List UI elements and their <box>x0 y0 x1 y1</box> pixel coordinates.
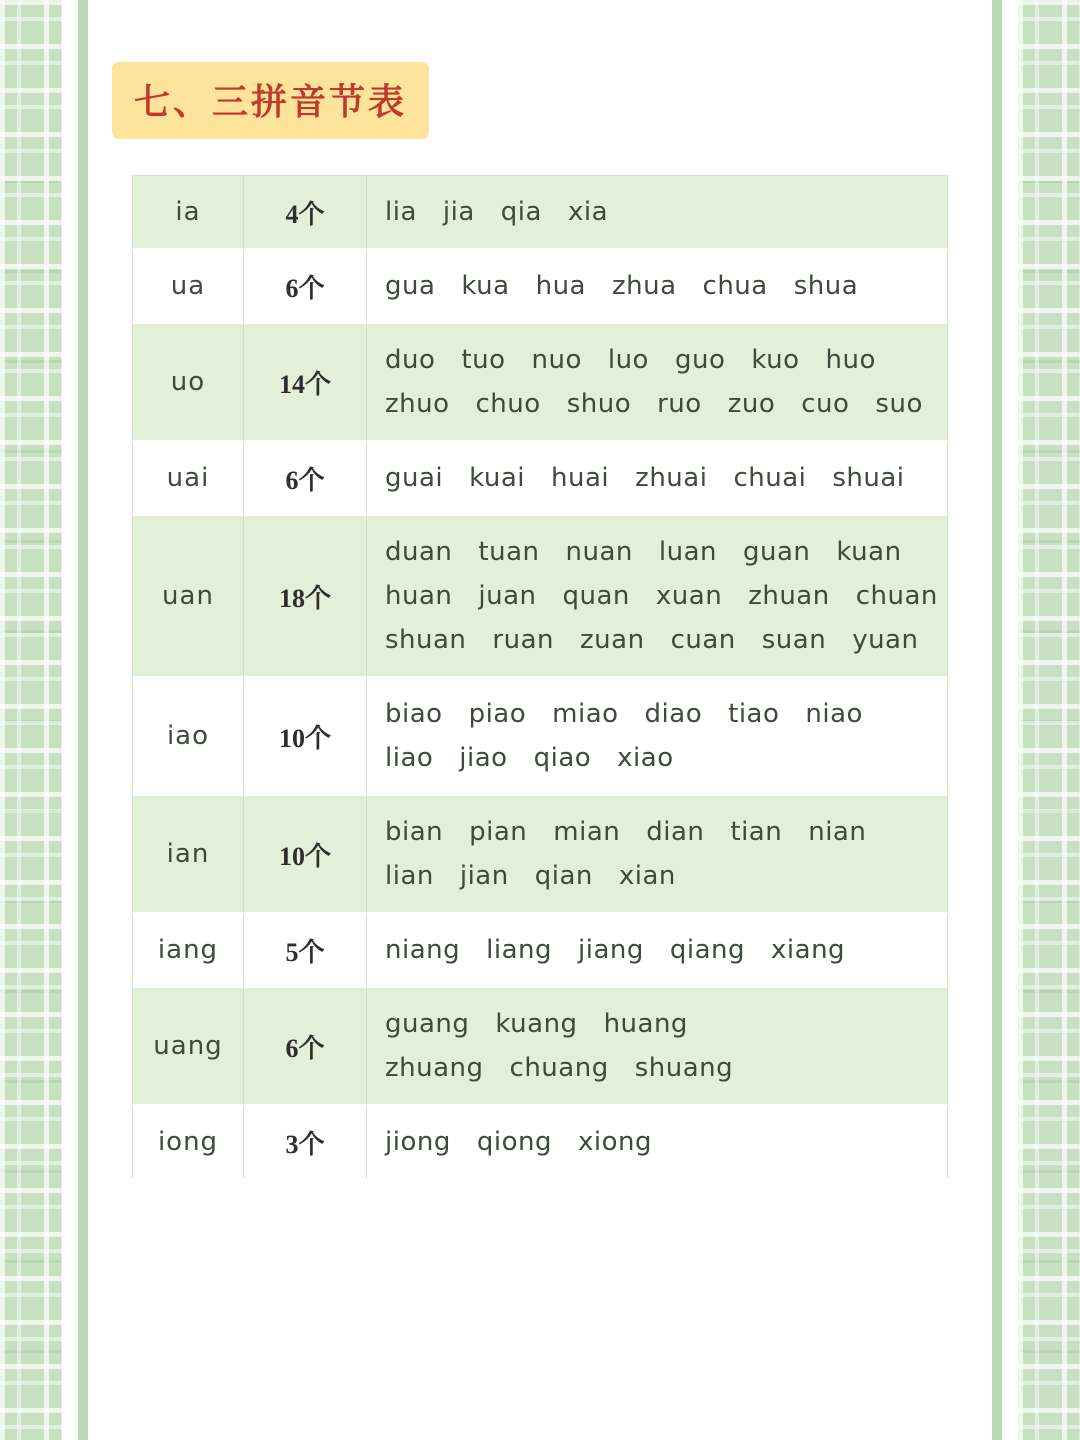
decorative-left-border <box>0 0 62 1440</box>
syllable: quan <box>562 581 630 611</box>
syllable-final-cell: iong <box>133 1105 244 1179</box>
syllable: nuo <box>531 345 582 375</box>
syllable: zhuo <box>385 389 450 419</box>
syllable: jia <box>442 197 475 227</box>
syllable: shuo <box>566 389 632 419</box>
syllable: qiang <box>669 935 746 965</box>
syllable: kuang <box>495 1009 578 1039</box>
syllable-line <box>385 736 947 780</box>
syllable: kuo <box>751 345 800 375</box>
syllable-list-cell <box>367 913 948 987</box>
syllable: luan <box>658 537 717 567</box>
syllable: chuan <box>855 581 938 611</box>
syllable: jiong <box>385 1127 451 1157</box>
syllable-line <box>385 1120 947 1164</box>
syllable-line <box>385 456 947 500</box>
syllable: zhuai <box>635 463 708 493</box>
syllable: zuo <box>727 389 776 419</box>
syllable: xiang <box>771 935 846 965</box>
syllable-final-cell: uo <box>133 323 244 441</box>
syllable: niao <box>805 699 863 729</box>
syllable-list-cell <box>367 1105 948 1179</box>
syllable-line <box>385 338 947 382</box>
syllable-list-cell <box>367 795 948 913</box>
syllable-final-cell: iao <box>133 677 244 795</box>
syllable: tuo <box>461 345 506 375</box>
syllable: zhua <box>611 271 677 301</box>
table-row <box>133 323 948 441</box>
page-title: 七、三拼音节表 <box>112 62 429 139</box>
syllable: bian <box>385 817 444 847</box>
syllable: hua <box>535 271 586 301</box>
syllable: huai <box>551 463 610 493</box>
table-row <box>133 176 948 250</box>
syllable: pian <box>469 817 528 847</box>
syllable-line <box>385 854 947 898</box>
syllable-final-cell: ua <box>133 249 244 323</box>
syllable-final-cell: uang <box>133 987 244 1105</box>
syllable-count-cell: 6个 <box>244 249 367 323</box>
syllable-line <box>385 928 947 972</box>
syllable-count-cell: 10个 <box>244 795 367 913</box>
syllable: suo <box>875 389 923 419</box>
syllable-line <box>385 1002 947 1046</box>
syllable-count-cell: 14个 <box>244 323 367 441</box>
syllable: biao <box>385 699 443 729</box>
syllable-line <box>385 382 947 426</box>
syllable-list-cell <box>367 323 948 441</box>
syllable: diao <box>644 699 703 729</box>
syllable-line <box>385 574 947 618</box>
syllable: tian <box>730 817 783 847</box>
syllable-count-cell: 3个 <box>244 1105 367 1179</box>
syllable: liang <box>486 935 552 965</box>
syllable-list-cell <box>367 249 948 323</box>
syllable-count-cell: 6个 <box>244 987 367 1105</box>
syllable-line <box>385 190 947 234</box>
table-row <box>133 987 948 1105</box>
syllable: guo <box>674 345 726 375</box>
syllable: cuo <box>801 389 850 419</box>
syllable-count-cell: 4个 <box>244 176 367 250</box>
syllable: piao <box>468 699 527 729</box>
page-content <box>96 0 984 1440</box>
syllable: duan <box>385 537 453 567</box>
syllable: mian <box>553 817 621 847</box>
table-row <box>133 1105 948 1179</box>
syllable: chuo <box>475 389 541 419</box>
syllable: liao <box>385 743 434 773</box>
syllable-list-cell <box>367 987 948 1105</box>
syllable: nian <box>808 817 867 847</box>
syllable: zuan <box>580 625 645 655</box>
syllable: shuan <box>385 625 467 655</box>
syllable-count-cell: 18个 <box>244 515 367 677</box>
syllable: zhuan <box>748 581 830 611</box>
syllable: jiao <box>459 743 508 773</box>
syllable-final-cell: ian <box>133 795 244 913</box>
table-row <box>133 913 948 987</box>
syllable: guan <box>743 537 811 567</box>
syllable-count-cell: 10个 <box>244 677 367 795</box>
syllable: xiao <box>617 743 674 773</box>
syllable: jian <box>459 861 509 891</box>
syllable: qiao <box>533 743 592 773</box>
syllable: xuan <box>655 581 723 611</box>
syllable: shua <box>793 271 859 301</box>
syllable-list-cell <box>367 515 948 677</box>
syllable: tuan <box>478 537 540 567</box>
syllable: niang <box>385 935 461 965</box>
syllable: kua <box>461 271 510 301</box>
syllable: suan <box>761 625 827 655</box>
syllable-line <box>385 810 947 854</box>
syllable: tiao <box>728 699 780 729</box>
syllable: huan <box>385 581 453 611</box>
syllable: xian <box>618 861 676 891</box>
syllable: qia <box>500 197 542 227</box>
syllable: yuan <box>852 625 919 655</box>
decorative-right-inner-strip <box>1002 0 1018 1440</box>
syllable: qian <box>534 861 593 891</box>
decorative-right-accent-bar <box>992 0 1002 1440</box>
syllable-final-cell: ia <box>133 176 244 250</box>
syllable-list-cell <box>367 441 948 515</box>
syllable-line <box>385 530 947 574</box>
syllable-line <box>385 264 947 308</box>
syllable-final-cell: uan <box>133 515 244 677</box>
syllable: duo <box>385 345 436 375</box>
syllable: jiang <box>578 935 644 965</box>
syllable: kuai <box>469 463 526 493</box>
syllable: chuai <box>733 463 807 493</box>
table-row <box>133 441 948 515</box>
syllable-list-cell <box>367 677 948 795</box>
syllable: huang <box>603 1009 688 1039</box>
decorative-right-border <box>1018 0 1080 1440</box>
table-row <box>133 795 948 913</box>
syllable: nuan <box>565 537 633 567</box>
syllable: ruo <box>657 389 702 419</box>
syllable-line <box>385 692 947 736</box>
syllable: miao <box>552 699 619 729</box>
syllable-count-cell: 5个 <box>244 913 367 987</box>
syllable: huo <box>825 345 876 375</box>
syllable: kuan <box>836 537 902 567</box>
syllable: lia <box>385 197 417 227</box>
syllable: qiong <box>476 1127 552 1157</box>
three-part-syllable-table <box>132 175 948 1180</box>
syllable: dian <box>646 817 705 847</box>
syllable: xiong <box>577 1127 652 1157</box>
syllable-line <box>385 618 947 662</box>
syllable-final-cell: uai <box>133 441 244 515</box>
syllable-line <box>385 1046 947 1090</box>
syllable: ruan <box>492 625 555 655</box>
decorative-left-accent-bar <box>78 0 88 1440</box>
table-row <box>133 515 948 677</box>
syllable-list-cell <box>367 176 948 250</box>
syllable: guai <box>385 463 444 493</box>
syllable: zhuang <box>385 1053 484 1083</box>
syllable: luo <box>607 345 649 375</box>
syllable: lian <box>385 861 434 891</box>
decorative-left-inner-strip <box>62 0 78 1440</box>
table-row <box>133 677 948 795</box>
syllable: juan <box>478 581 537 611</box>
syllable: xia <box>567 197 608 227</box>
syllable: shuang <box>634 1053 734 1083</box>
syllable-final-cell: iang <box>133 913 244 987</box>
syllable-count-cell: 6个 <box>244 441 367 515</box>
syllable: chua <box>702 271 768 301</box>
syllable: chuang <box>509 1053 609 1083</box>
syllable: cuan <box>670 625 736 655</box>
table-row <box>133 249 948 323</box>
syllable: shuai <box>832 463 905 493</box>
syllable: gua <box>385 271 436 301</box>
syllable: guang <box>385 1009 470 1039</box>
page-title-wrapper <box>96 0 984 139</box>
